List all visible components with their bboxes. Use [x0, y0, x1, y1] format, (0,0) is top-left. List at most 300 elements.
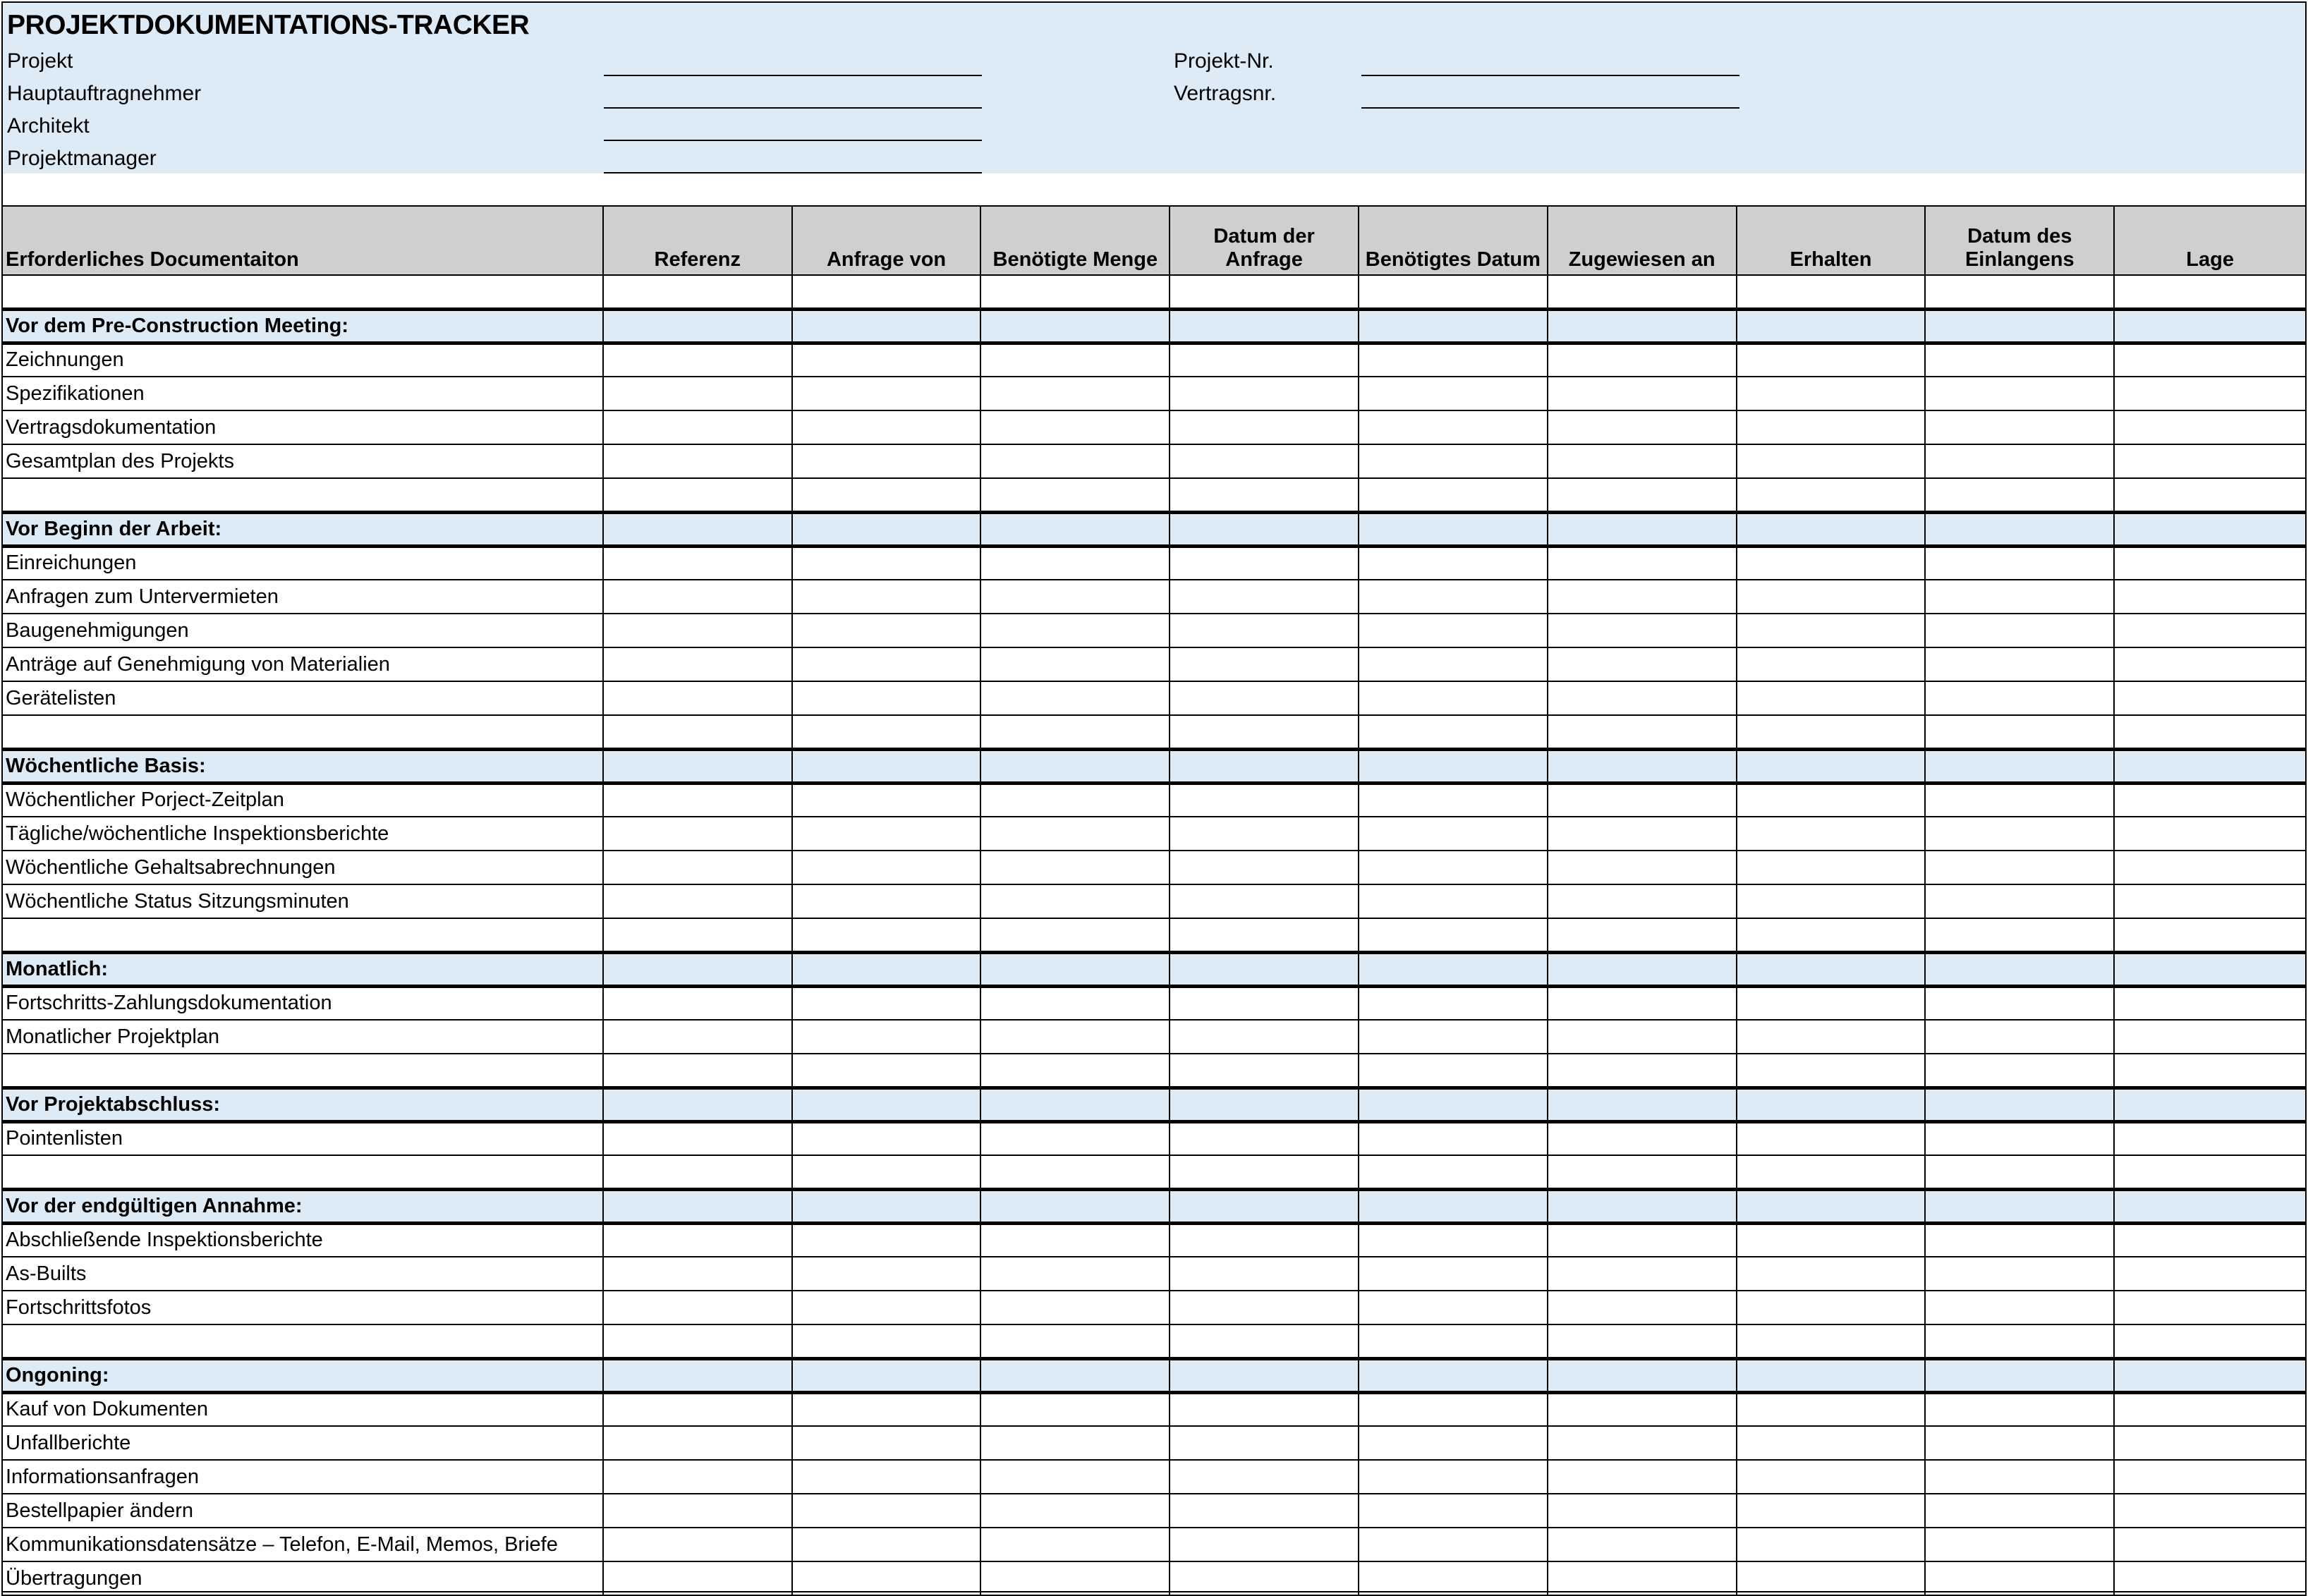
vertragsnr-input[interactable]	[1361, 107, 1739, 109]
table-cell[interactable]	[2114, 817, 2306, 851]
table-cell[interactable]	[1359, 1291, 1548, 1324]
table-cell[interactable]	[603, 884, 792, 918]
projekt-input[interactable]	[604, 75, 982, 76]
table-cell[interactable]	[603, 1561, 792, 1595]
table-cell[interactable]	[2114, 1020, 2306, 1054]
table-cell[interactable]	[603, 1088, 792, 1121]
table-cell[interactable]	[603, 444, 792, 478]
table-cell[interactable]	[1359, 851, 1548, 884]
table-cell[interactable]	[2114, 1155, 2306, 1189]
table-cell[interactable]	[2114, 512, 2306, 546]
table-cell[interactable]	[1359, 986, 1548, 1020]
table-cell[interactable]	[2114, 1561, 2306, 1595]
table-cell[interactable]	[603, 817, 792, 851]
table-cell[interactable]	[1925, 715, 2114, 749]
table-cell[interactable]	[792, 749, 981, 783]
table-cell[interactable]	[1359, 1054, 1548, 1088]
table-cell[interactable]	[603, 681, 792, 715]
table-cell[interactable]	[792, 1561, 981, 1595]
table-cell[interactable]	[603, 1223, 792, 1257]
table-cell[interactable]	[1170, 1392, 1359, 1426]
table-cell[interactable]	[1359, 1494, 1548, 1528]
table-cell[interactable]	[2114, 1426, 2306, 1460]
table-cell[interactable]	[1359, 918, 1548, 952]
table-cell[interactable]	[980, 681, 1170, 715]
table-cell[interactable]	[1925, 647, 2114, 681]
table-cell[interactable]	[792, 1324, 981, 1358]
table-cell[interactable]	[792, 1358, 981, 1392]
table-cell[interactable]	[980, 1155, 1170, 1189]
table-cell[interactable]	[980, 309, 1170, 343]
table-cell[interactable]	[1925, 783, 2114, 817]
table-cell[interactable]	[980, 783, 1170, 817]
table-cell[interactable]	[1737, 1561, 1926, 1595]
table-cell[interactable]	[1737, 1392, 1926, 1426]
table-cell[interactable]	[980, 1426, 1170, 1460]
table-cell[interactable]	[1170, 952, 1359, 986]
table-cell[interactable]	[1170, 614, 1359, 647]
table-cell[interactable]	[1925, 478, 2114, 512]
table-cell[interactable]	[2, 275, 603, 309]
table-cell[interactable]	[2114, 1494, 2306, 1528]
table-cell[interactable]	[1548, 1392, 1737, 1426]
table-cell[interactable]	[603, 512, 792, 546]
table-cell[interactable]	[1737, 918, 1926, 952]
table-cell[interactable]	[1548, 952, 1737, 986]
table-cell[interactable]	[1170, 1054, 1359, 1088]
table-cell[interactable]	[1170, 478, 1359, 512]
table-cell[interactable]	[1548, 715, 1737, 749]
table-cell[interactable]	[2114, 1291, 2306, 1324]
table-cell[interactable]	[1170, 1324, 1359, 1358]
table-cell[interactable]	[1359, 1392, 1548, 1426]
table-cell[interactable]	[1170, 1189, 1359, 1223]
table-cell[interactable]	[603, 1358, 792, 1392]
table-cell[interactable]	[2114, 749, 2306, 783]
table-cell[interactable]	[1548, 1155, 1737, 1189]
table-cell[interactable]	[1737, 1460, 1926, 1494]
table-cell[interactable]	[2114, 1088, 2306, 1121]
table-cell[interactable]	[1737, 715, 1926, 749]
table-cell[interactable]	[1359, 1223, 1548, 1257]
table-cell[interactable]	[1548, 986, 1737, 1020]
table-cell[interactable]	[2114, 1257, 2306, 1291]
table-cell[interactable]	[2, 715, 603, 749]
table-cell[interactable]	[792, 1257, 981, 1291]
table-cell[interactable]	[1170, 1561, 1359, 1595]
table-cell[interactable]	[2114, 478, 2306, 512]
table-cell[interactable]	[1925, 580, 2114, 614]
table-cell[interactable]	[1548, 1324, 1737, 1358]
table-cell[interactable]	[1170, 1460, 1359, 1494]
table-cell[interactable]	[1737, 1426, 1926, 1460]
table-cell[interactable]	[1170, 1528, 1359, 1561]
table-cell[interactable]	[980, 1324, 1170, 1358]
table-cell[interactable]	[1925, 614, 2114, 647]
table-cell[interactable]	[1359, 817, 1548, 851]
table-cell[interactable]	[1925, 1561, 2114, 1595]
table-cell[interactable]	[1737, 580, 1926, 614]
table-cell[interactable]	[980, 377, 1170, 410]
table-cell[interactable]	[1359, 377, 1548, 410]
table-cell[interactable]	[1925, 1494, 2114, 1528]
table-cell[interactable]	[603, 1054, 792, 1088]
table-cell[interactable]	[980, 817, 1170, 851]
table-cell[interactable]	[1925, 1257, 2114, 1291]
table-cell[interactable]	[980, 410, 1170, 444]
table-cell[interactable]	[792, 1494, 981, 1528]
table-cell[interactable]	[1359, 715, 1548, 749]
table-cell[interactable]	[980, 1257, 1170, 1291]
table-cell[interactable]	[1359, 1528, 1548, 1561]
table-cell[interactable]	[1737, 783, 1926, 817]
table-cell[interactable]	[603, 1189, 792, 1223]
table-cell[interactable]	[1548, 884, 1737, 918]
table-cell[interactable]	[1548, 410, 1737, 444]
table-cell[interactable]	[792, 546, 981, 580]
table-cell[interactable]	[1359, 1561, 1548, 1595]
table-cell[interactable]	[1925, 1189, 2114, 1223]
table-cell[interactable]	[1548, 1121, 1737, 1155]
table-cell[interactable]	[792, 377, 981, 410]
table-cell[interactable]	[980, 1528, 1170, 1561]
table-cell[interactable]	[1170, 1223, 1359, 1257]
table-cell[interactable]	[1170, 546, 1359, 580]
table-cell[interactable]	[980, 1088, 1170, 1121]
table-cell[interactable]	[980, 580, 1170, 614]
table-cell[interactable]	[603, 1392, 792, 1426]
table-cell[interactable]	[1548, 580, 1737, 614]
table-cell[interactable]	[1359, 1121, 1548, 1155]
table-cell[interactable]	[1170, 647, 1359, 681]
table-cell[interactable]	[1359, 614, 1548, 647]
table-cell[interactable]	[1548, 343, 1737, 377]
table-cell[interactable]	[980, 1189, 1170, 1223]
table-cell[interactable]	[980, 647, 1170, 681]
table-cell[interactable]	[1170, 309, 1359, 343]
table-cell[interactable]	[1359, 275, 1548, 309]
table-cell[interactable]	[2114, 309, 2306, 343]
table-cell[interactable]	[980, 1561, 1170, 1595]
table-cell[interactable]	[792, 1223, 981, 1257]
table-cell[interactable]	[1737, 275, 1926, 309]
table-cell[interactable]	[792, 343, 981, 377]
table-cell[interactable]	[603, 851, 792, 884]
table-cell[interactable]	[603, 1121, 792, 1155]
table-cell[interactable]	[980, 952, 1170, 986]
table-cell[interactable]	[1170, 512, 1359, 546]
table-cell[interactable]	[1737, 1189, 1926, 1223]
table-cell[interactable]	[2114, 1324, 2306, 1358]
table-cell[interactable]	[1737, 309, 1926, 343]
table-cell[interactable]	[1359, 783, 1548, 817]
table-cell[interactable]	[792, 1020, 981, 1054]
table-cell[interactable]	[2, 918, 603, 952]
table-cell[interactable]	[2114, 681, 2306, 715]
table-cell[interactable]	[1548, 478, 1737, 512]
table-cell[interactable]	[2114, 986, 2306, 1020]
table-cell[interactable]	[792, 1426, 981, 1460]
table-cell[interactable]	[603, 918, 792, 952]
table-cell[interactable]	[1170, 410, 1359, 444]
table-cell[interactable]	[1925, 1291, 2114, 1324]
table-cell[interactable]	[2114, 783, 2306, 817]
table-cell[interactable]	[1548, 749, 1737, 783]
table-cell[interactable]	[792, 1088, 981, 1121]
table-cell[interactable]	[1359, 410, 1548, 444]
table-cell[interactable]	[1548, 1291, 1737, 1324]
hauptauftragnehmer-input[interactable]	[604, 107, 982, 109]
table-cell[interactable]	[1359, 952, 1548, 986]
table-cell[interactable]	[792, 275, 981, 309]
table-cell[interactable]	[980, 749, 1170, 783]
table-cell[interactable]	[1737, 377, 1926, 410]
table-cell[interactable]	[1359, 749, 1548, 783]
table-cell[interactable]	[1548, 1528, 1737, 1561]
table-cell[interactable]	[980, 1020, 1170, 1054]
table-cell[interactable]	[1548, 1358, 1737, 1392]
table-cell[interactable]	[603, 1257, 792, 1291]
table-cell[interactable]	[1925, 884, 2114, 918]
table-cell[interactable]	[2114, 1223, 2306, 1257]
table-cell[interactable]	[1548, 851, 1737, 884]
table-cell[interactable]	[1359, 546, 1548, 580]
table-cell[interactable]	[792, 884, 981, 918]
table-cell[interactable]	[1737, 444, 1926, 478]
table-cell[interactable]	[2114, 1054, 2306, 1088]
table-cell[interactable]	[1548, 918, 1737, 952]
table-cell[interactable]	[2114, 884, 2306, 918]
table-cell[interactable]	[792, 918, 981, 952]
table-cell[interactable]	[1170, 681, 1359, 715]
table-cell[interactable]	[980, 546, 1170, 580]
table-cell[interactable]	[1925, 1020, 2114, 1054]
table-cell[interactable]	[792, 1054, 981, 1088]
table-cell[interactable]	[1170, 1494, 1359, 1528]
table-cell[interactable]	[1548, 1426, 1737, 1460]
table-cell[interactable]	[1548, 1020, 1737, 1054]
table-cell[interactable]	[792, 647, 981, 681]
table-cell[interactable]	[980, 986, 1170, 1020]
table-cell[interactable]	[1925, 343, 2114, 377]
table-cell[interactable]	[1925, 410, 2114, 444]
table-cell[interactable]	[1548, 1460, 1737, 1494]
table-cell[interactable]	[1737, 1358, 1926, 1392]
table-cell[interactable]	[1737, 647, 1926, 681]
table-cell[interactable]	[2114, 1528, 2306, 1561]
table-cell[interactable]	[1925, 1426, 2114, 1460]
table-cell[interactable]	[1170, 1121, 1359, 1155]
table-cell[interactable]	[792, 1392, 981, 1426]
table-cell[interactable]	[792, 1528, 981, 1561]
table-cell[interactable]	[792, 986, 981, 1020]
table-cell[interactable]	[792, 478, 981, 512]
table-cell[interactable]	[2114, 851, 2306, 884]
table-cell[interactable]	[980, 715, 1170, 749]
table-cell[interactable]	[603, 1324, 792, 1358]
table-cell[interactable]	[1359, 1257, 1548, 1291]
table-cell[interactable]	[1548, 1189, 1737, 1223]
table-cell[interactable]	[1737, 1291, 1926, 1324]
table-cell[interactable]	[1548, 817, 1737, 851]
table-cell[interactable]	[2114, 1460, 2306, 1494]
table-cell[interactable]	[603, 1494, 792, 1528]
table-cell[interactable]	[792, 444, 981, 478]
table-cell[interactable]	[1925, 1155, 2114, 1189]
table-cell[interactable]	[1359, 1189, 1548, 1223]
table-cell[interactable]	[980, 918, 1170, 952]
table-cell[interactable]	[1737, 749, 1926, 783]
table-cell[interactable]	[1548, 1494, 1737, 1528]
table-cell[interactable]	[1925, 1088, 2114, 1121]
table-cell[interactable]	[980, 1392, 1170, 1426]
table-cell[interactable]	[792, 1155, 981, 1189]
table-cell[interactable]	[2114, 1358, 2306, 1392]
table-cell[interactable]	[1170, 1257, 1359, 1291]
table-cell[interactable]	[1925, 1392, 2114, 1426]
table-cell[interactable]	[1548, 1088, 1737, 1121]
table-cell[interactable]	[1925, 546, 2114, 580]
table-cell[interactable]	[1925, 681, 2114, 715]
table-cell[interactable]	[1359, 647, 1548, 681]
table-cell[interactable]	[1737, 1223, 1926, 1257]
table-cell[interactable]	[603, 952, 792, 986]
table-cell[interactable]	[1170, 1426, 1359, 1460]
table-cell[interactable]	[980, 1460, 1170, 1494]
table-cell[interactable]	[2, 1054, 603, 1088]
table-cell[interactable]	[1737, 952, 1926, 986]
table-cell[interactable]	[603, 614, 792, 647]
table-cell[interactable]	[1170, 580, 1359, 614]
table-cell[interactable]	[792, 1291, 981, 1324]
table-cell[interactable]	[1737, 1054, 1926, 1088]
table-cell[interactable]	[603, 715, 792, 749]
table-cell[interactable]	[1737, 884, 1926, 918]
table-cell[interactable]	[603, 275, 792, 309]
table-cell[interactable]	[1925, 952, 2114, 986]
table-cell[interactable]	[1170, 817, 1359, 851]
table-cell[interactable]	[2114, 614, 2306, 647]
table-cell[interactable]	[1170, 749, 1359, 783]
table-cell[interactable]	[980, 1494, 1170, 1528]
table-cell[interactable]	[2114, 647, 2306, 681]
table-cell[interactable]	[1359, 343, 1548, 377]
table-cell[interactable]	[1737, 1088, 1926, 1121]
table-cell[interactable]	[792, 817, 981, 851]
table-cell[interactable]	[1359, 512, 1548, 546]
table-cell[interactable]	[980, 478, 1170, 512]
table-cell[interactable]	[1548, 275, 1737, 309]
table-cell[interactable]	[792, 715, 981, 749]
table-cell[interactable]	[1359, 884, 1548, 918]
table-cell[interactable]	[1359, 580, 1548, 614]
table-cell[interactable]	[1170, 1088, 1359, 1121]
table-cell[interactable]	[1548, 1257, 1737, 1291]
table-cell[interactable]	[1170, 1358, 1359, 1392]
table-cell[interactable]	[603, 343, 792, 377]
table-cell[interactable]	[1925, 851, 2114, 884]
table-cell[interactable]	[1170, 343, 1359, 377]
table-cell[interactable]	[2114, 1392, 2306, 1426]
table-cell[interactable]	[1925, 444, 2114, 478]
table-cell[interactable]	[1548, 1223, 1737, 1257]
table-cell[interactable]	[1170, 444, 1359, 478]
table-cell[interactable]	[2, 1324, 603, 1358]
table-cell[interactable]	[1548, 1561, 1737, 1595]
table-cell[interactable]	[1548, 647, 1737, 681]
table-cell[interactable]	[1548, 444, 1737, 478]
table-cell[interactable]	[1359, 1358, 1548, 1392]
table-cell[interactable]	[603, 478, 792, 512]
table-cell[interactable]	[1925, 377, 2114, 410]
table-cell[interactable]	[603, 309, 792, 343]
table-cell[interactable]	[1737, 1020, 1926, 1054]
table-cell[interactable]	[2114, 580, 2306, 614]
table-cell[interactable]	[1737, 614, 1926, 647]
table-cell[interactable]	[792, 512, 981, 546]
table-cell[interactable]	[1737, 1528, 1926, 1561]
table-cell[interactable]	[2114, 715, 2306, 749]
table-cell[interactable]	[2114, 377, 2306, 410]
table-cell[interactable]	[1359, 681, 1548, 715]
table-cell[interactable]	[1170, 715, 1359, 749]
table-cell[interactable]	[2114, 952, 2306, 986]
table-cell[interactable]	[1925, 1223, 2114, 1257]
table-cell[interactable]	[1170, 986, 1359, 1020]
table-cell[interactable]	[1737, 1324, 1926, 1358]
table-cell[interactable]	[792, 1121, 981, 1155]
table-cell[interactable]	[1925, 1324, 2114, 1358]
table-cell[interactable]	[1925, 1460, 2114, 1494]
table-cell[interactable]	[980, 1121, 1170, 1155]
table-cell[interactable]	[792, 410, 981, 444]
table-cell[interactable]	[980, 884, 1170, 918]
table-cell[interactable]	[1737, 851, 1926, 884]
table-cell[interactable]	[1925, 309, 2114, 343]
table-cell[interactable]	[603, 546, 792, 580]
table-cell[interactable]	[603, 580, 792, 614]
table-cell[interactable]	[2, 478, 603, 512]
table-cell[interactable]	[1925, 1358, 2114, 1392]
table-cell[interactable]	[1170, 918, 1359, 952]
table-cell[interactable]	[1737, 343, 1926, 377]
table-cell[interactable]	[1737, 512, 1926, 546]
table-cell[interactable]	[603, 1155, 792, 1189]
table-cell[interactable]	[1548, 681, 1737, 715]
table-cell[interactable]	[1548, 1054, 1737, 1088]
table-cell[interactable]	[1170, 851, 1359, 884]
table-cell[interactable]	[603, 1528, 792, 1561]
table-cell[interactable]	[1170, 275, 1359, 309]
table-cell[interactable]	[792, 309, 981, 343]
table-cell[interactable]	[980, 1291, 1170, 1324]
table-cell[interactable]	[1737, 681, 1926, 715]
table-cell[interactable]	[792, 681, 981, 715]
table-cell[interactable]	[1737, 410, 1926, 444]
table-cell[interactable]	[980, 275, 1170, 309]
table-cell[interactable]	[1925, 512, 2114, 546]
architekt-input[interactable]	[604, 140, 982, 141]
table-cell[interactable]	[2114, 1121, 2306, 1155]
table-cell[interactable]	[1925, 1054, 2114, 1088]
table-cell[interactable]	[792, 783, 981, 817]
table-cell[interactable]	[980, 444, 1170, 478]
table-cell[interactable]	[1548, 512, 1737, 546]
table-cell[interactable]	[792, 614, 981, 647]
table-cell[interactable]	[603, 647, 792, 681]
table-cell[interactable]	[1359, 309, 1548, 343]
table-cell[interactable]	[2114, 444, 2306, 478]
